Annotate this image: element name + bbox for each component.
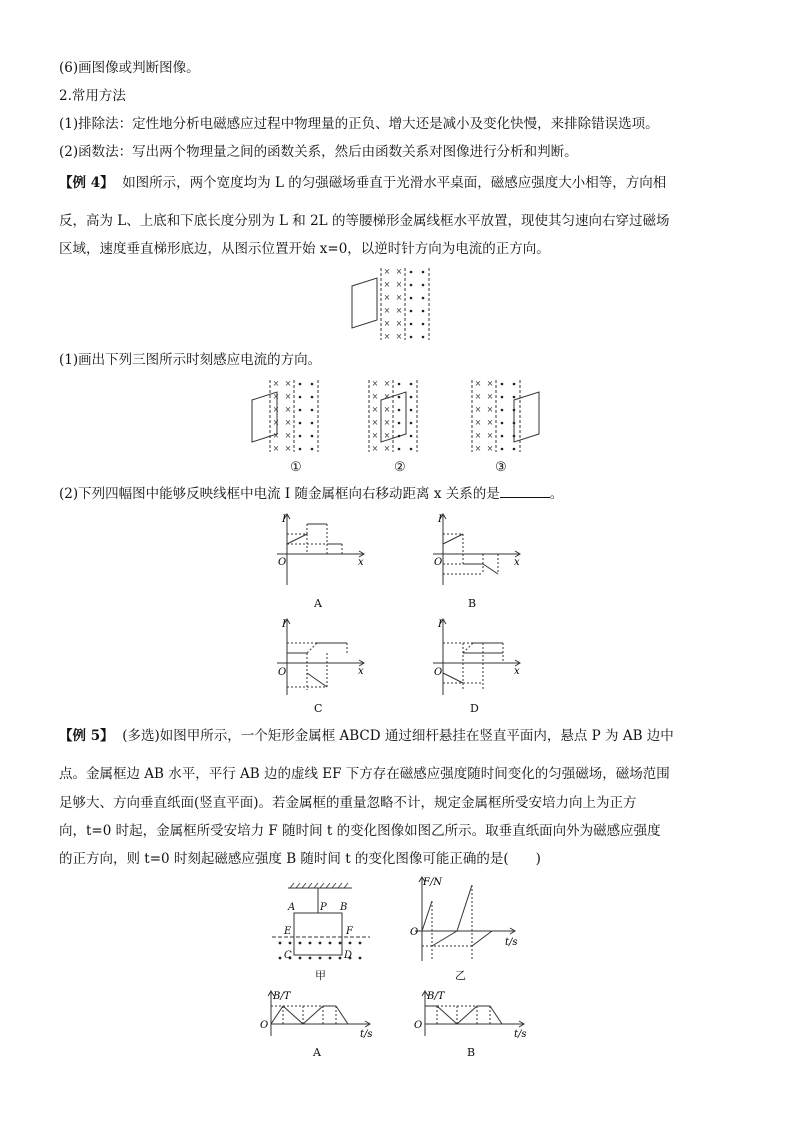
svg-text:×: ×: [272, 418, 280, 427]
axis-label-t: t/s: [514, 1029, 527, 1040]
svg-text:×: ×: [486, 405, 494, 414]
field-dot-marks: [410, 271, 425, 339]
example4-q2: [59, 484, 563, 503]
example4-line2: 反，高为 L、上底和下底长度分别为 L 和 2L 的等腰梯形金属线框水平放置，现使其匀速向右穿过磁场: [59, 213, 670, 229]
b-graph-b: [412, 988, 532, 1048]
svg-text:×: ×: [474, 405, 482, 414]
text-line: (2)函数法：写出两个物理量之间的函数关系，然后由函数关系对图像进行分析和判断。: [59, 144, 578, 160]
graph-c: [272, 615, 382, 700]
b-graph-a: [258, 988, 378, 1048]
graph-label-d: D: [470, 702, 479, 715]
svg-text:×: ×: [474, 392, 482, 401]
example4-line1: [59, 174, 666, 192]
example4-line3: 区域，速度垂直梯形底边，从图示位置开始 x=0，以逆时针方向为电流的正方向。: [59, 241, 550, 257]
point-f: F: [346, 926, 353, 937]
axis-label-f: F/N: [423, 877, 443, 888]
heading-methods: 2.常用方法: [59, 88, 126, 104]
svg-text:×: ×: [395, 267, 403, 276]
svg-text:×: ×: [272, 431, 280, 440]
example5-line3: 足够大、方向垂直纸面(竖直平面)。若金属框的重量忽略不计，规定金属框所受安培力向上为正方: [59, 795, 637, 811]
origin-label: O: [278, 557, 287, 568]
svg-text:×: ×: [383, 319, 391, 328]
svg-text:×: ×: [474, 431, 482, 440]
figure-jia: [270, 880, 380, 970]
svg-text:×: ×: [383, 444, 391, 453]
origin-label: O: [278, 667, 287, 678]
svg-text:×: ×: [383, 392, 391, 401]
svg-text:×: ×: [395, 293, 403, 302]
svg-text:×: ×: [272, 379, 280, 388]
svg-text:×: ×: [474, 418, 482, 427]
example4-q1: (1)画出下列三图所示时刻感应电流的方向。: [59, 352, 322, 368]
graph-label-b: B: [468, 597, 477, 610]
ex4-figure-1: [252, 380, 332, 455]
figure-label-yi: 乙: [455, 969, 466, 982]
svg-text:×: ×: [284, 444, 292, 453]
axis-label-b: B/T: [427, 991, 445, 1002]
svg-text:×: ×: [486, 392, 494, 401]
b-graph-label-a: A: [313, 1046, 321, 1059]
svg-text:×: ×: [474, 444, 482, 453]
axis-label-t: t/s: [505, 937, 518, 948]
svg-text:×: ×: [486, 418, 494, 427]
example5-tag: 【例 5】: [59, 728, 114, 744]
svg-text:×: ×: [383, 267, 391, 276]
point-d: D: [344, 950, 353, 961]
svg-text:×: ×: [383, 405, 391, 414]
svg-text:×: ×: [371, 379, 379, 388]
svg-text:×: ×: [284, 431, 292, 440]
figure-label-2: ②: [394, 460, 406, 475]
example5-line4: 向，t=0 时起，金属框所受安培力 F 随时间 t 的变化图像如图乙所示。取垂直纸面向外为磁感应强度: [59, 823, 661, 839]
svg-text:×: ×: [284, 392, 292, 401]
axis-label-t: t/s: [360, 1029, 373, 1040]
point-p: P: [320, 902, 327, 913]
figure-label-3: ③: [495, 460, 507, 475]
svg-text:×: ×: [272, 392, 280, 401]
example4-q2-end: 。: [549, 486, 564, 502]
metal-frame: [294, 913, 342, 955]
figure-label-jia: 甲: [315, 969, 326, 982]
svg-text:×: ×: [395, 280, 403, 289]
svg-text:×: ×: [284, 379, 292, 388]
example4-tag: 【例 4】: [59, 175, 114, 191]
axis-label-y: I: [282, 619, 286, 630]
svg-text:×: ×: [284, 405, 292, 414]
example4-text: 如图所示，两个宽度均为 L 的匀强磁场垂直于光滑水平桌面，磁感应强度大小相等，方向相: [122, 175, 667, 191]
ex4-figure-3: [470, 380, 550, 455]
svg-text:×: ×: [371, 444, 379, 453]
axis-label-x: x: [514, 557, 520, 568]
svg-text:×: ×: [383, 306, 391, 315]
svg-text:×: ×: [486, 431, 494, 440]
text-line: (6)画图像或判断图像。: [59, 60, 200, 76]
svg-text:×: ×: [383, 293, 391, 302]
svg-text:×: ×: [272, 405, 280, 414]
origin-label: O: [410, 927, 419, 938]
svg-text:×: ×: [486, 444, 494, 453]
svg-text:×: ×: [383, 280, 391, 289]
svg-text:×: ×: [486, 379, 494, 388]
svg-text:×: ×: [395, 319, 403, 328]
svg-text:×: ×: [272, 444, 280, 453]
example5-line1: [59, 727, 674, 745]
axis-label-y: I: [438, 619, 442, 630]
example4-q2-text: (2)下列四幅图中能够反映线框中电流 I 随金属框向右移动距离 x 关系的是: [59, 486, 500, 502]
axis-label-x: x: [358, 557, 364, 568]
origin-label: O: [434, 667, 443, 678]
origin-label: O: [414, 1020, 423, 1031]
svg-text:×: ×: [371, 418, 379, 427]
svg-text:×: ×: [371, 392, 379, 401]
graph-d: [428, 615, 538, 700]
axis-label-x: x: [514, 666, 520, 677]
example5-line2: 点。金属框边 AB 水平，平行 AB 边的虚线 EF 下方存在磁感应强度随时间变化的匀强磁场，磁场范围: [59, 766, 670, 782]
point-b: B: [340, 902, 348, 913]
ex4-main-figure: [350, 268, 450, 348]
graph-label-c: C: [314, 702, 323, 715]
axis-label-b: B/T: [273, 991, 291, 1002]
svg-text:×: ×: [371, 431, 379, 440]
graph-b: [428, 510, 538, 590]
axis-label-y: I: [438, 514, 442, 525]
figure-yi: [405, 873, 525, 963]
text-line: (1)排除法：定性地分析电磁感应过程中物理量的正负、增大还是减小及变化快慢，来排除错误选项。: [59, 116, 659, 132]
graph-label-a: A: [314, 597, 322, 610]
svg-text:×: ×: [284, 418, 292, 427]
trapezoid-frame: [352, 278, 377, 328]
svg-text:×: ×: [474, 379, 482, 388]
point-e: E: [284, 926, 292, 937]
svg-text:×: ×: [383, 418, 391, 427]
answer-blank[interactable]: [500, 484, 550, 498]
origin-label: O: [260, 1020, 269, 1031]
field-cross-marks: [384, 267, 403, 341]
graph-a: [272, 510, 382, 590]
svg-text:×: ×: [383, 332, 391, 341]
axis-label-x: x: [358, 666, 364, 677]
point-c: C: [284, 950, 292, 961]
example5-line5: 的正方向，则 t=0 时刻起磁感应强度 B 随时间 t 的变化图像可能正确的是( ): [59, 851, 541, 867]
figure-label-1: ①: [290, 460, 302, 475]
svg-text:×: ×: [383, 379, 391, 388]
ex4-figure-2: [367, 380, 447, 455]
svg-text:×: ×: [371, 405, 379, 414]
svg-text:×: ×: [383, 431, 391, 440]
origin-label: O: [434, 557, 443, 568]
svg-text:×: ×: [395, 332, 403, 341]
svg-text:×: ×: [395, 306, 403, 315]
example5-text: (多选)如图甲所示，一个矩形金属框 ABCD 通过细杆悬挂在竖直平面内，悬点 P 为 AB 边中: [122, 728, 674, 744]
axis-label-y: I: [282, 514, 286, 525]
b-graph-label-b: B: [467, 1046, 476, 1059]
point-a: A: [288, 902, 296, 913]
